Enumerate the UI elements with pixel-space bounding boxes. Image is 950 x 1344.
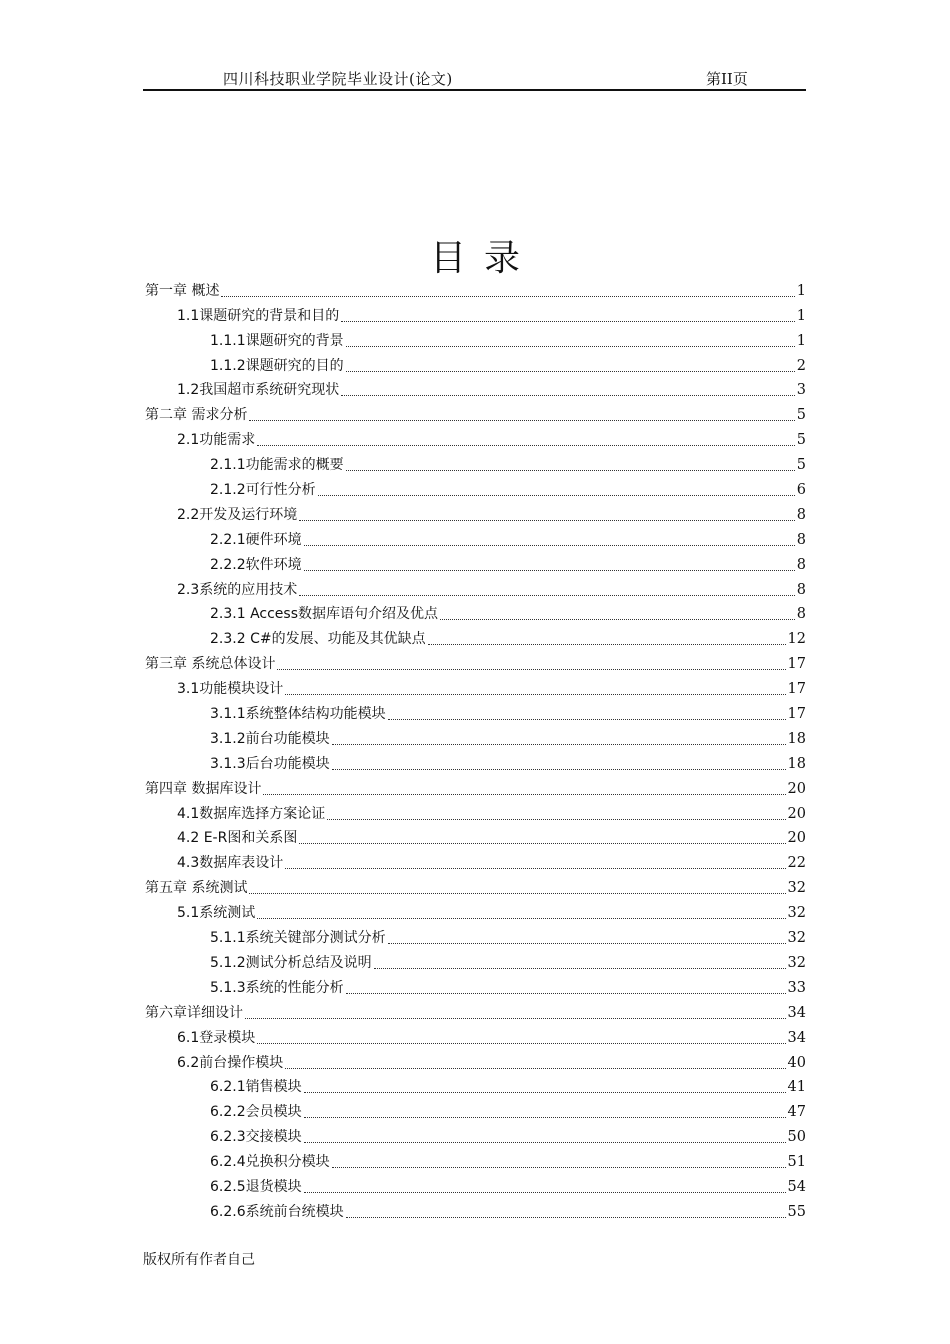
header-title: 四川科技职业学院毕业设计(论文) bbox=[223, 70, 453, 88]
toc-heading: 目录 bbox=[429, 238, 538, 279]
toc-dot-leader bbox=[304, 1092, 786, 1093]
toc-entry-page: 33 bbox=[787, 979, 806, 996]
toc-entry-page: 8 bbox=[796, 531, 806, 548]
toc-entry[interactable] bbox=[143, 600, 806, 625]
toc-entry-page: 34 bbox=[787, 1029, 806, 1046]
toc-dot-leader bbox=[299, 843, 785, 844]
toc-dot-leader bbox=[332, 769, 786, 770]
toc-entry-label: 4.1数据库选择方案论证 bbox=[177, 805, 326, 822]
toc-entry-page: 32 bbox=[787, 880, 806, 897]
toc-dot-leader bbox=[346, 371, 795, 372]
toc-entry-label: 2.1.2可行性分析 bbox=[210, 482, 316, 499]
toc-entry-label: 第五章 系统测试 bbox=[145, 880, 248, 897]
toc-entry-label: 6.1登录模块 bbox=[177, 1029, 256, 1046]
toc-entry-label: 6.2.3交接模块 bbox=[210, 1129, 302, 1146]
toc-entry-label: 1.1.2课题研究的目的 bbox=[210, 357, 344, 374]
toc-entry-label: 2.2开发及运行环境 bbox=[177, 506, 298, 523]
toc-entry[interactable] bbox=[143, 873, 806, 898]
toc-dot-leader bbox=[318, 495, 795, 496]
toc-entry-label: 6.2.1销售模块 bbox=[210, 1079, 302, 1096]
toc-entry-label: 3.1.1系统整体结构功能模块 bbox=[210, 706, 386, 723]
toc-entry-label: 5.1.1系统关键部分测试分析 bbox=[210, 930, 386, 947]
toc-entry[interactable] bbox=[143, 724, 806, 749]
toc-entry[interactable] bbox=[143, 674, 806, 699]
toc-dot-leader bbox=[346, 993, 786, 994]
toc-entry[interactable] bbox=[143, 1048, 806, 1073]
toc-entry-label: 5.1.2测试分析总结及说明 bbox=[210, 954, 372, 971]
toc-entry-page: 40 bbox=[787, 1054, 806, 1071]
toc-entry[interactable] bbox=[143, 824, 806, 849]
toc-entry-page: 5 bbox=[796, 432, 806, 449]
toc-entry[interactable] bbox=[143, 1147, 806, 1172]
toc-entry[interactable] bbox=[143, 948, 806, 973]
toc-entry-page: 55 bbox=[787, 1203, 806, 1220]
toc-entry-page: 54 bbox=[787, 1178, 806, 1195]
toc-entry-page: 8 bbox=[796, 606, 806, 623]
toc-entry-page: 18 bbox=[787, 730, 806, 747]
toc-entry[interactable] bbox=[143, 923, 806, 948]
toc-dot-leader bbox=[332, 744, 786, 745]
toc-dot-leader bbox=[263, 794, 785, 795]
toc-entry[interactable] bbox=[143, 1097, 806, 1122]
toc-dot-leader bbox=[285, 694, 785, 695]
toc-dot-leader bbox=[346, 1217, 786, 1218]
toc-entry[interactable] bbox=[143, 400, 806, 425]
toc-entry-label: 3.1.2前台功能模块 bbox=[210, 730, 330, 747]
toc-dot-leader bbox=[304, 545, 795, 546]
toc-entry-page: 20 bbox=[787, 830, 806, 847]
toc-dot-leader bbox=[304, 1142, 786, 1143]
page-header bbox=[143, 68, 806, 91]
toc-entry-page: 20 bbox=[787, 780, 806, 797]
toc-entry[interactable] bbox=[143, 749, 806, 774]
toc-entry-label: 3.1功能模块设计 bbox=[177, 681, 284, 698]
toc-entry[interactable] bbox=[143, 575, 806, 600]
toc-dot-leader bbox=[440, 619, 795, 620]
toc-dot-leader bbox=[304, 1117, 786, 1118]
toc-dot-leader bbox=[388, 719, 786, 720]
toc-entry-label: 2.1功能需求 bbox=[177, 432, 256, 449]
toc-entry-page: 17 bbox=[787, 656, 806, 673]
toc-dot-leader bbox=[341, 321, 795, 322]
toc-entry-page: 1 bbox=[796, 282, 806, 299]
toc-entry[interactable] bbox=[143, 973, 806, 998]
toc-dot-leader bbox=[257, 918, 785, 919]
toc-entry-page: 47 bbox=[787, 1104, 806, 1121]
toc-entry[interactable] bbox=[143, 898, 806, 923]
toc-entry-label: 3.1.3后台功能模块 bbox=[210, 755, 330, 772]
toc-entry-label: 4.3数据库表设计 bbox=[177, 855, 284, 872]
toc-entry[interactable] bbox=[143, 998, 806, 1023]
toc-entry-page: 22 bbox=[787, 855, 806, 872]
toc-entry-page: 6 bbox=[796, 482, 806, 499]
toc-entry-label: 2.1.1功能需求的概要 bbox=[210, 457, 344, 474]
toc-entry-label: 6.2.4兑换积分模块 bbox=[210, 1154, 330, 1171]
toc-entry-label: 6.2.6系统前台统模块 bbox=[210, 1203, 344, 1220]
toc-entry-label: 6.2前台操作模块 bbox=[177, 1054, 284, 1071]
toc-entry-label: 第一章 概述 bbox=[145, 282, 220, 299]
toc-entry-page: 17 bbox=[787, 706, 806, 723]
toc-dot-leader bbox=[277, 669, 785, 670]
toc-entry-label: 2.3.2 C#的发展、功能及其优缺点 bbox=[210, 631, 426, 648]
toc-entry-page: 5 bbox=[796, 457, 806, 474]
toc-entry-page: 20 bbox=[787, 805, 806, 822]
toc-entry-label: 2.2.1硬件环境 bbox=[210, 531, 302, 548]
toc-dot-leader bbox=[299, 520, 795, 521]
toc-entry-label: 第二章 需求分析 bbox=[145, 407, 248, 424]
toc-entry[interactable] bbox=[143, 475, 806, 500]
toc-dot-leader bbox=[327, 819, 785, 820]
toc-entry-label: 2.2.2软件环境 bbox=[210, 556, 302, 573]
toc-entry-label: 6.2.2会员模块 bbox=[210, 1104, 302, 1121]
toc-dot-leader bbox=[299, 595, 795, 596]
toc-entry[interactable] bbox=[143, 525, 806, 550]
toc-entry[interactable] bbox=[143, 351, 806, 376]
toc-entry-page: 8 bbox=[796, 581, 806, 598]
toc-entry-page: 32 bbox=[787, 954, 806, 971]
toc-entry-page: 1 bbox=[796, 307, 806, 324]
toc-entry-page: 50 bbox=[787, 1129, 806, 1146]
toc-entry[interactable] bbox=[143, 326, 806, 351]
toc-entry-page: 5 bbox=[796, 407, 806, 424]
toc-entry[interactable] bbox=[143, 1023, 806, 1048]
toc-dot-leader bbox=[341, 395, 795, 396]
toc-entry-page: 17 bbox=[787, 681, 806, 698]
toc-entry-label: 1.1.1课题研究的背景 bbox=[210, 332, 344, 349]
toc-entry-page: 32 bbox=[787, 930, 806, 947]
toc-entry-label: 第四章 数据库设计 bbox=[145, 780, 262, 797]
table-of-contents bbox=[143, 276, 806, 1222]
toc-entry[interactable] bbox=[143, 1122, 806, 1147]
toc-entry-page: 34 bbox=[787, 1004, 806, 1021]
toc-entry-label: 2.3.1 Access数据库语句介绍及优点 bbox=[210, 606, 438, 623]
toc-dot-leader bbox=[221, 296, 794, 297]
toc-dot-leader bbox=[249, 893, 785, 894]
toc-dot-leader bbox=[245, 1018, 786, 1019]
header-page-number: 第II页 bbox=[706, 70, 748, 88]
toc-entry-label: 第三章 系统总体设计 bbox=[145, 656, 276, 673]
toc-entry[interactable] bbox=[143, 1197, 806, 1222]
toc-entry-label: 第六章详细设计 bbox=[145, 1004, 243, 1021]
toc-dot-leader bbox=[374, 968, 786, 969]
toc-dot-leader bbox=[388, 943, 786, 944]
toc-entry[interactable] bbox=[143, 799, 806, 824]
toc-entry-page: 41 bbox=[787, 1079, 806, 1096]
toc-entry-page: 8 bbox=[796, 506, 806, 523]
toc-entry-page: 12 bbox=[787, 631, 806, 648]
page-footer: 版权所有作者自己 bbox=[143, 1252, 255, 1268]
toc-dot-leader bbox=[249, 420, 794, 421]
toc-dot-leader bbox=[346, 346, 795, 347]
toc-entry[interactable] bbox=[143, 624, 806, 649]
toc-entry[interactable] bbox=[143, 276, 806, 301]
toc-dot-leader bbox=[257, 445, 795, 446]
toc-entry-label: 5.1系统测试 bbox=[177, 905, 256, 922]
toc-dot-leader bbox=[257, 1043, 785, 1044]
toc-entry[interactable] bbox=[143, 550, 806, 575]
toc-entry[interactable] bbox=[143, 500, 806, 525]
toc-entry-label: 1.2我国超市系统研究现状 bbox=[177, 382, 340, 399]
toc-entry[interactable] bbox=[143, 699, 806, 724]
toc-entry[interactable] bbox=[143, 376, 806, 401]
toc-dot-leader bbox=[304, 1192, 786, 1193]
toc-dot-leader bbox=[285, 868, 785, 869]
toc-entry-page: 1 bbox=[796, 332, 806, 349]
toc-entry-page: 2 bbox=[796, 357, 806, 374]
toc-entry-label: 4.2 E-R图和关系图 bbox=[177, 830, 298, 847]
toc-entry[interactable] bbox=[143, 848, 806, 873]
toc-entry-label: 6.2.5退货模块 bbox=[210, 1178, 302, 1195]
toc-dot-leader bbox=[346, 470, 795, 471]
toc-entry[interactable] bbox=[143, 774, 806, 799]
toc-entry[interactable] bbox=[143, 649, 806, 674]
toc-dot-leader bbox=[285, 1068, 785, 1069]
toc-entry[interactable] bbox=[143, 450, 806, 475]
toc-dot-leader bbox=[332, 1167, 786, 1168]
toc-entry-page: 32 bbox=[787, 905, 806, 922]
toc-entry-page: 3 bbox=[796, 382, 806, 399]
toc-entry[interactable] bbox=[143, 1172, 806, 1197]
toc-entry[interactable] bbox=[143, 1073, 806, 1098]
toc-dot-leader bbox=[304, 570, 795, 571]
toc-entry-page: 8 bbox=[796, 556, 806, 573]
toc-entry-label: 5.1.3系统的性能分析 bbox=[210, 979, 344, 996]
toc-entry-label: 2.3系统的应用技术 bbox=[177, 581, 298, 598]
toc-entry-label: 1.1课题研究的背景和目的 bbox=[177, 307, 340, 324]
toc-entry[interactable] bbox=[143, 301, 806, 326]
toc-dot-leader bbox=[428, 644, 786, 645]
toc-entry-page: 18 bbox=[787, 755, 806, 772]
toc-entry[interactable] bbox=[143, 425, 806, 450]
toc-entry-page: 51 bbox=[787, 1154, 806, 1171]
